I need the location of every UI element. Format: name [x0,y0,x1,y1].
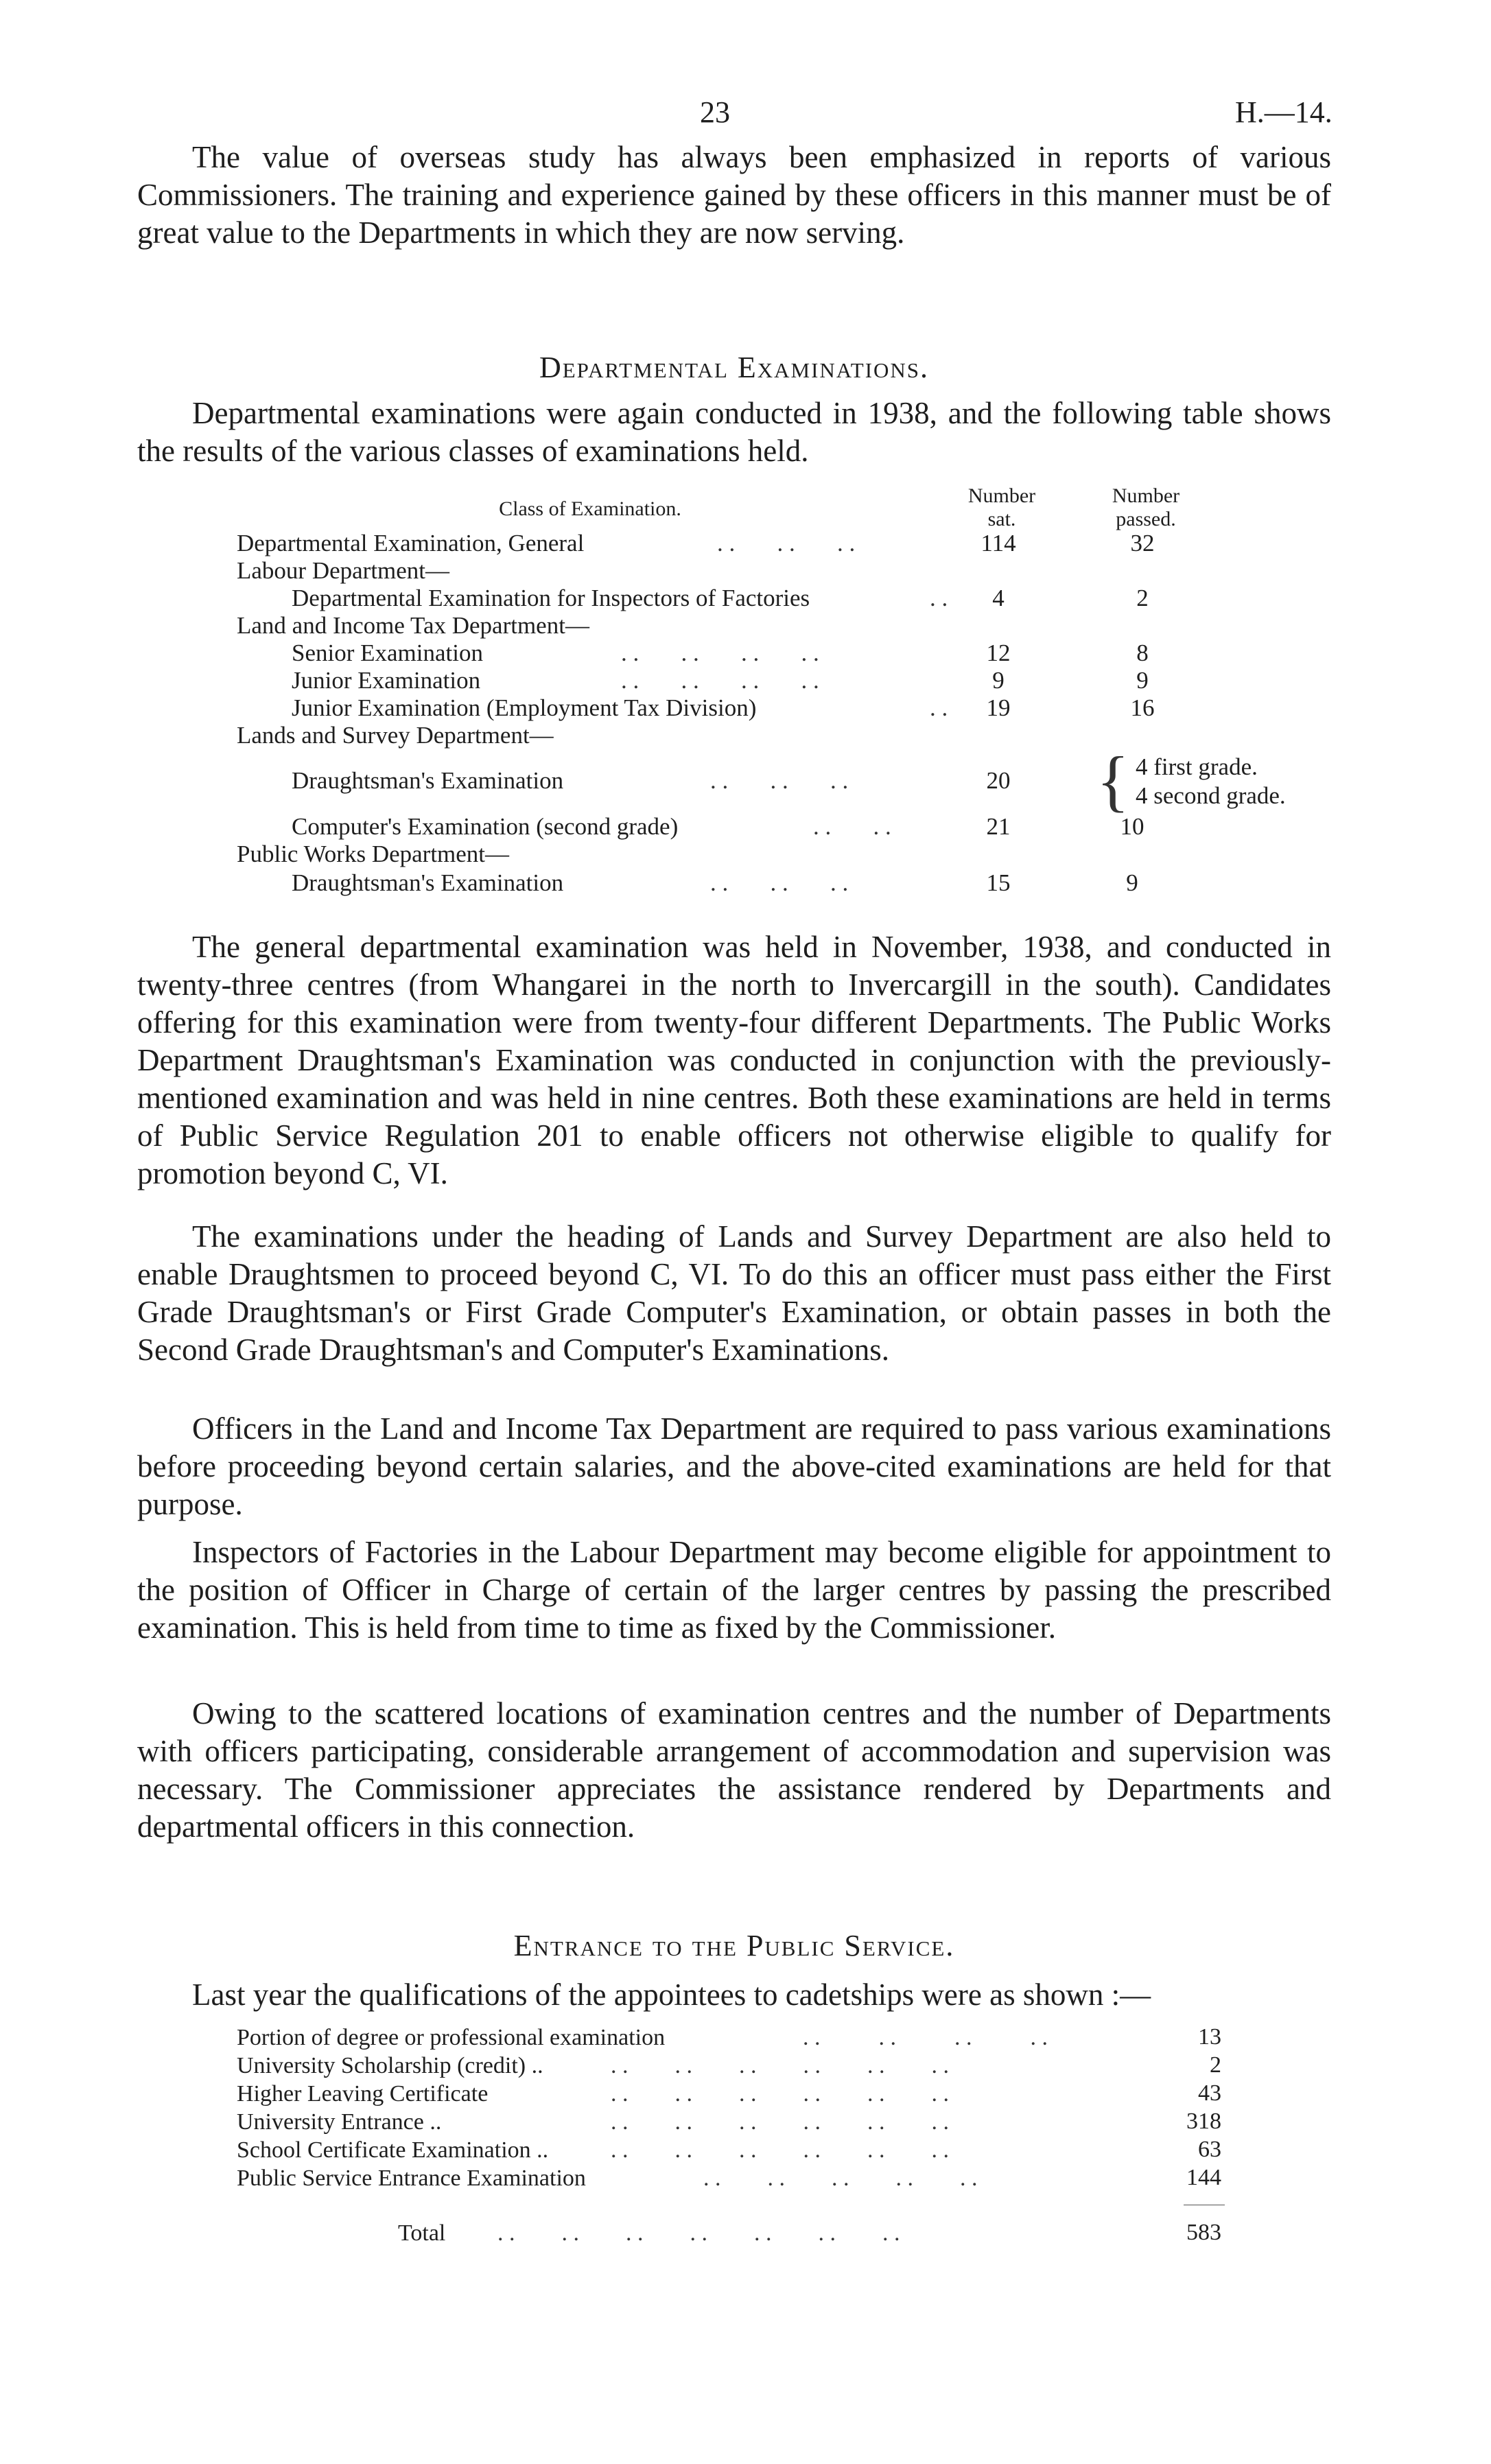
section-label: Public Works Department— [237,841,510,867]
table-section-row [237,722,554,749]
number-sat: 15 [986,869,1011,896]
paragraph-land-income-tax: Officers in the Land and Income Tax Department are required to pass various examinations before proceeding beyond certain salaries, and the above-cited examinations are held for that purpose. [137,1411,1331,1521]
row-label: Junior Examination (Employment Tax Division) [292,694,757,721]
number-passed: 32 [1130,530,1155,556]
row-label: Junior Examination [292,667,481,694]
qualification-value: 63 [1198,2137,1221,2162]
row-label: Senior Examination [292,640,483,666]
number-passed: 10 [1120,813,1144,840]
qualification-row [237,2137,949,2164]
total-value: 583 [1186,2220,1221,2245]
qualification-row [237,2052,949,2080]
number-passed-second-grade: 4 second grade. [1136,782,1286,809]
leader-dots: . . . . . . . . [621,667,819,694]
leader-dots: . . [930,694,948,721]
qualification-value: 144 [1186,2165,1221,2190]
leader-dots: . . . . . . . . . . . . [611,2081,949,2107]
number-sat: 4 [992,585,1005,611]
leader-dots: . . . . . . . . . . . . . . [497,2220,900,2246]
number-passed: 8 [1136,640,1149,666]
paragraph-inspectors: Inspectors of Factories in the Labour Department may become eligible for appointment to the position of Officer in Charge of certain of the larger centres by passing the prescribed examination. This is held from time to time as fixed by the Commissioner. [137,1535,1331,1645]
qualification-label: Portion of degree or professional examination [237,2025,666,2050]
brace-icon: { [1096,742,1129,819]
leader-dots: . . . . . . . . [621,640,819,666]
row-label: Draughtsman's Examination [292,767,564,794]
row-label: Departmental Examination, General [237,530,585,556]
table-section-row [237,841,509,868]
number-passed: 9 [1126,869,1138,896]
col-header-passed: Number passed. [1112,484,1180,530]
leader-dots: . . . . . . . . . . [703,2166,978,2191]
col-header-class: Class of Examination. [499,497,681,520]
leader-dots: . . . . . . [717,530,856,556]
intro-paragraph: The value of overseas study has always been emphasized in reports of various Commissioners. The training and experience gained by these officers in this manner must be of great value to the Departments in which they are now serving. [137,140,1331,250]
number-sat: 9 [992,667,1005,694]
page-number: 23 [700,95,730,129]
qualification-value: 43 [1198,2080,1221,2106]
leader-dots: . . . . [813,813,891,840]
number-sat: 21 [986,813,1011,840]
qualification-value: 318 [1186,2109,1221,2134]
table-section-row [237,557,449,585]
leader-dots: . . . . . . [710,869,849,896]
dept-exams-heading: Departmental Examinations. [539,351,930,384]
leader-dots: . . . . . . [710,767,849,794]
number-sat: 19 [986,694,1011,721]
col-header-sat: Number sat. [967,484,1036,530]
leader-dots: . . . . . . . . . . . . [611,2109,949,2135]
qualification-label: Public Service Entrance Examination [237,2166,586,2191]
row-label: Departmental Examination for Inspectors of Factories [292,585,810,611]
section-label: Labour Department— [237,557,450,584]
row-label: Computer's Examination (second grade) [292,813,679,840]
number-passed: 16 [1130,694,1155,721]
qualification-row [237,2024,1048,2052]
qualification-value: 13 [1198,2024,1221,2050]
qualification-label: Higher Leaving Certificate [237,2081,489,2107]
section-label: Land and Income Tax Department— [237,612,589,639]
row-label: Draughtsman's Examination [292,869,564,896]
number-sat: 114 [981,530,1016,556]
dept-exams-intro: Departmental examinations were again conducted in 1938, and the following table shows the results of the various classes of examinations held. [137,396,1331,468]
number-passed-first-grade: 4 first grade. [1136,753,1258,780]
leader-dots: . . . . . . . . . . . . [611,2053,949,2078]
qualification-value: 2 [1210,2052,1221,2078]
qualification-row [237,2109,949,2136]
leader-dots: . . . . . . . . . . . . [611,2137,949,2163]
leader-dots: . . [930,585,948,611]
qualification-row [237,2080,949,2108]
total-label: Total [398,2220,446,2246]
paragraph-lands-survey: The examinations under the heading of Lands and Survey Department are also held to enable Draughtsmen to proceed beyond C, VI. To do this an officer must pass either the First Grade Draughtsman's or First Grade Computer's Examination, or obtain passes in both the Second Grade Draughtsman's and Computer's Examinations. [137,1219,1331,1367]
entrance-heading: Entrance to the Public Service. [513,1929,955,1962]
paragraph-locations: Owing to the scattered locations of examination centres and the number of Departments with officers participating, considerable arrangement of accommodation and supervision was necessary. The Commissioner appreciates the assistance rendered by Departments and departmental officers in this connection. [137,1696,1331,1844]
section-label: Lands and Survey Department— [237,722,554,749]
qualification-label: University Entrance .. [237,2109,442,2135]
qualification-label: University Scholarship (credit) .. [237,2053,543,2078]
paragraph-general-exam: The general departmental examination was held in November, 1938, and conducted in twenty-three centres (from Whangarei in the north to Invercargill in the south). Candidates offering for this examination were from twenty-four different Departments. The Public Works Department Draughtsman's Examination was conducted in conjunction with the previously-mentioned examination and was held in nine centres. Both these examinations are held in terms of Public Service Regulation 201 to enable officers not otherwise eligible to qualify for promotion beyond C, VI. [137,930,1331,1190]
table-section-row [237,612,589,640]
number-sat: 20 [986,767,1011,794]
number-sat: 12 [986,640,1011,666]
leader-dots: . . . . . . . . [803,2025,1048,2050]
total-row [398,2220,900,2247]
number-passed: 9 [1136,667,1149,694]
document-code: H.—14. [1235,95,1332,129]
qualification-label: School Certificate Examination .. [237,2137,549,2163]
qualification-row [237,2165,978,2192]
entrance-intro: Last year the qualifications of the appointees to cadetships were as shown :— [192,1978,1151,2012]
number-passed: 2 [1136,585,1149,611]
